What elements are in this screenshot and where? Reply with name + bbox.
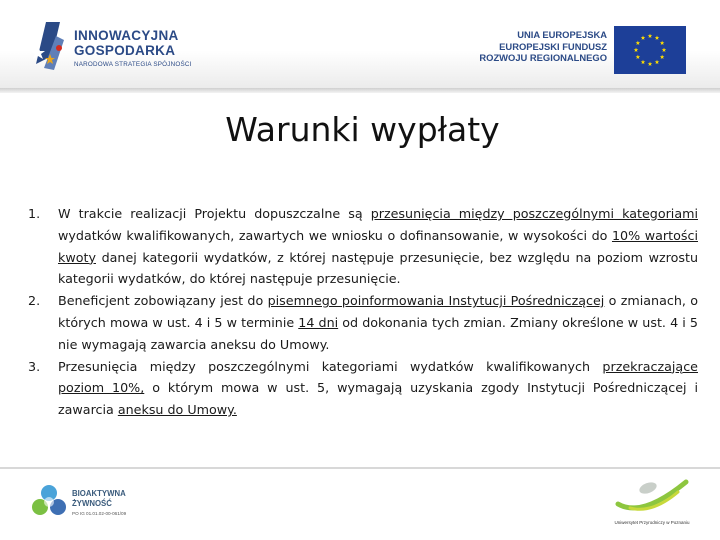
eu-logo-line2: EUROPEJSKI FUNDUSZ bbox=[499, 40, 607, 52]
university-caption: Uniwersytet Przyrodniczy w Poznaniu bbox=[614, 520, 690, 525]
list-number: 3. bbox=[28, 358, 41, 374]
innowacyjna-gospodarka-logo-icon bbox=[30, 16, 70, 72]
item-text: wydatków kwalifikowanych, zawartych we wniosku o dofinansowanie, w wysokości do bbox=[58, 227, 612, 243]
project-code: PO IG 01.01.02-00-061/09 bbox=[72, 511, 127, 516]
item-text: W trakcie realizacji Projektu dopuszczalne są bbox=[58, 206, 371, 221]
underlined-text: pisemnego poinformowania Instytucji Pośredniczącej bbox=[267, 293, 605, 309]
underlined-text: przekraczające poziom 10%, bbox=[58, 358, 698, 396]
bz-logo-line2: ŻYWNOŚĆ bbox=[72, 498, 112, 508]
uniwersytet-przyrodniczy-logo-icon bbox=[612, 474, 692, 520]
underlined-text: 10% wartości kwoty bbox=[58, 227, 698, 265]
item-text: Przesunięcia między poszczególnymi kategoriami wydatków kwalifikowanych bbox=[58, 358, 603, 374]
item-text: o zmianach, o których mowa w ust. 4 i 5 w terminie bbox=[58, 293, 699, 330]
list-item bbox=[28, 356, 698, 421]
list-item bbox=[28, 290, 698, 355]
ig-logo-line1: INNOWACYJNA bbox=[74, 28, 179, 43]
list-item bbox=[28, 203, 698, 290]
bioaktywna-zywnosc-wordmark bbox=[72, 489, 126, 516]
eu-logo-line3: ROZWOJU REGIONALNEGO bbox=[479, 52, 607, 63]
item-text: Beneficjent zobowiązany jest do bbox=[58, 293, 268, 309]
underlined-text: aneksu do Umowy. bbox=[117, 402, 237, 418]
bz-logo-line1: BIOAKTYWNA bbox=[72, 489, 126, 498]
eu-logo-line1: UNIA EUROPEJSKA bbox=[517, 29, 607, 40]
header-divider bbox=[0, 88, 720, 93]
ig-logo-subtitle: NARODOWA STRATEGIA SPÓJNOŚCI bbox=[74, 61, 192, 68]
conditions-list bbox=[28, 203, 698, 421]
eu-flag-icon bbox=[614, 26, 686, 74]
list-number: 1. bbox=[28, 206, 41, 221]
slide-title: Warunki wypłaty bbox=[225, 110, 500, 149]
eu-wordmark bbox=[479, 29, 607, 64]
ig-logo-line2: GOSPODARKA bbox=[74, 43, 176, 58]
item-text: od dokonania tych zmian. Zmiany określone w ust. 4 i 5 nie wymagają zawarcia aneksu do Umowy. bbox=[58, 314, 698, 352]
underlined-text: 14 dni bbox=[298, 314, 339, 330]
underlined-text: przesunięcia między poszczególnymi kategoriami bbox=[370, 206, 698, 221]
item-text: o którym mowa w ust. 5, wymagają uzyskania zgody Instytucji Pośredniczącej i zawarcia bbox=[58, 380, 699, 418]
footer-divider bbox=[0, 467, 720, 469]
item-text: danej kategorii wydatków, z której następuje przesunięcie, bez względu na poziom wzrostu kategorii wydatków, do której następuje przesunięcie. bbox=[58, 249, 698, 287]
bioaktywna-zywnosc-logo-icon bbox=[28, 480, 70, 522]
list-number: 2. bbox=[28, 293, 41, 309]
innowacyjna-gospodarka-wordmark bbox=[74, 28, 192, 68]
